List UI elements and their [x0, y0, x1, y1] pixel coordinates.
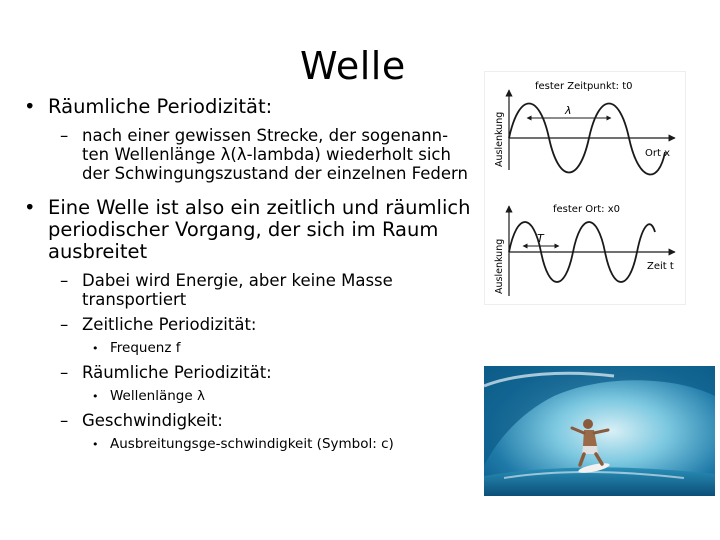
sub-bullet-geschwindigkeit: [60, 411, 472, 430]
sub-bullet-text: Räumliche Periodizität:: [82, 363, 272, 382]
diagram-top: [494, 81, 675, 174]
sub-sub-bullet-text: Ausbreitungsge-schwindigkeit (Symbol: c): [110, 436, 394, 452]
sub-sub-bullet-ausbreitung: [90, 436, 472, 453]
bullet-dot: •: [92, 438, 99, 451]
surfer-wave-image: [484, 366, 715, 496]
caption-bottom: fester Ort: x0: [553, 204, 620, 215]
bullet-text: Eine Welle ist also ein zeitlich und räumlich periodischer Vorgang, der sich im Raum ausbreitet: [48, 196, 471, 263]
sub-bullet-text: Zeitliche Periodizität:: [82, 315, 257, 334]
sine-wave-top: [509, 104, 665, 175]
bullet-dot: •: [92, 342, 99, 355]
bullet-text: Räumliche Periodizität:: [48, 95, 273, 118]
bullet-raeumliche-periodizitaet: [22, 96, 472, 118]
bullet-dash: –: [60, 126, 69, 145]
xlabel-top: Ort x: [645, 148, 670, 159]
lambda-label: λ: [565, 104, 572, 117]
sub-bullet-raeumliche: [60, 363, 472, 382]
slide-content: [22, 96, 472, 459]
bullet-dash: –: [60, 271, 69, 290]
bullet-welle-definition: [22, 197, 472, 263]
wave-diagram-panel: [484, 71, 686, 305]
ylabel-top: Auslenkung: [494, 111, 505, 167]
sub-bullet-text: Dabei wird Energie, aber keine Masse transportiert: [82, 271, 393, 309]
sub-sub-bullet-text: Frequenz f: [110, 340, 181, 356]
sub-sub-bullet-wellenlaenge: [90, 388, 472, 405]
ylabel-bottom: Auslenkung: [494, 238, 505, 294]
sub-sub-bullet-text: Wellenlänge λ: [110, 388, 205, 404]
xlabel-bottom: Zeit t: [647, 261, 674, 272]
sub-bullet-energie: [60, 271, 472, 309]
slide-title: Welle: [300, 44, 406, 88]
surfer-wave-photo: [484, 366, 715, 496]
diagram-bottom: [494, 204, 675, 296]
bullet-dot: •: [24, 196, 36, 219]
bullet-dot: •: [24, 95, 36, 118]
sub-bullet-zeitliche: [60, 315, 472, 334]
sub-bullet-text: nach einer gewissen Strecke, der sogenann-ten Wellenlänge λ(λ-lambda) wiederholt sich der Schwingungszustand der einzelnen Federn: [82, 126, 468, 183]
caption-top: fester Zeitpunkt: t0: [535, 81, 633, 92]
sub-bullet-text: Geschwindigkeit:: [82, 411, 223, 430]
sub-bullet-wellenlaenge-text: [60, 126, 472, 183]
wave-diagrams-svg: [485, 72, 685, 304]
sub-sub-bullet-frequenz: [90, 340, 472, 357]
period-label: T: [537, 232, 544, 245]
bullet-dash: –: [60, 411, 69, 430]
surfer-head: [583, 419, 593, 429]
bullet-dash: –: [60, 363, 69, 382]
bullet-dash: –: [60, 315, 69, 334]
bullet-dot: •: [92, 390, 99, 403]
